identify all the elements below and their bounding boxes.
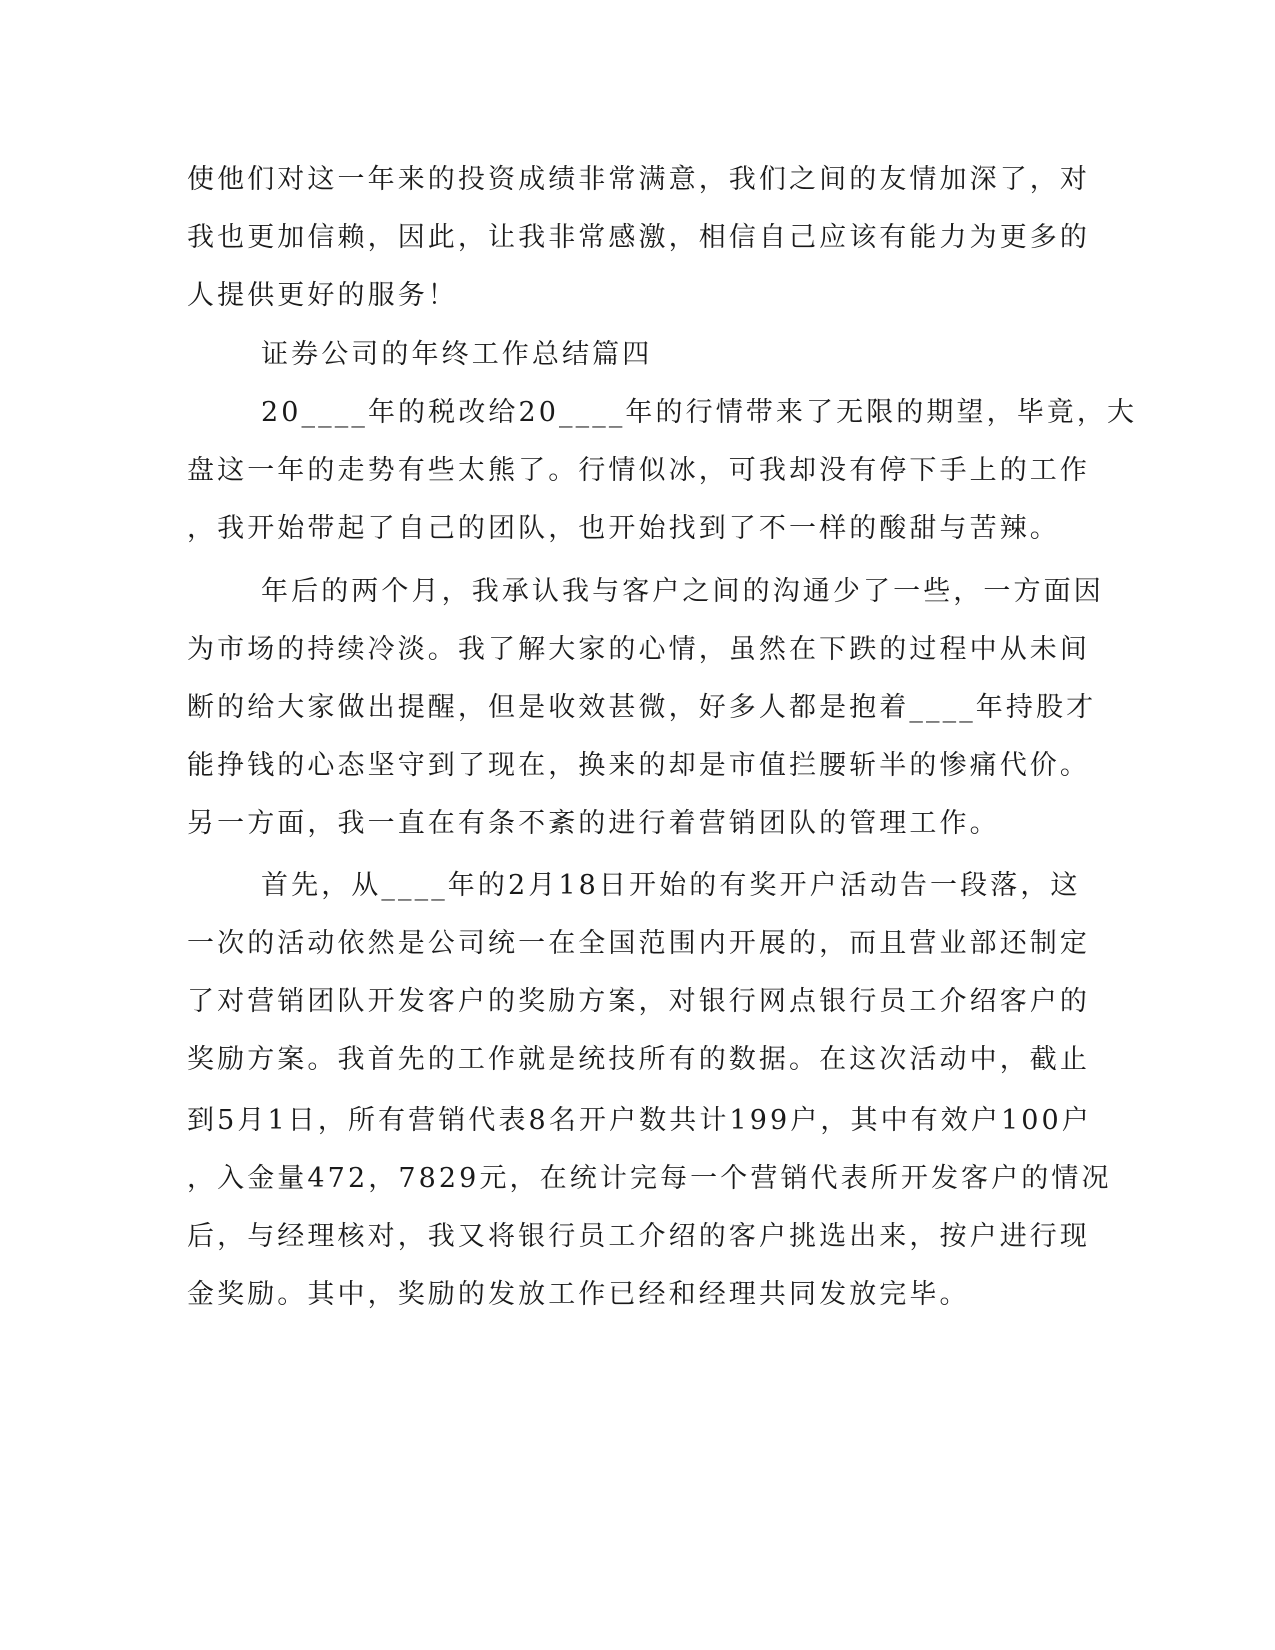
body-text-line: 首先，从____年的2月18日开始的有奖开户活动告一段落，这 xyxy=(261,870,1081,901)
body-text-line: ，入金量472，7829元，在统计完每一个营销代表所开发客户的情况 xyxy=(187,1163,1112,1194)
body-text-line: 使他们对这一年来的投资成绩非常满意，我们之间的友情加深了，对 xyxy=(187,164,1090,195)
body-text-line: 另一方面，我一直在有条不紊的进行着营销团队的管理工作。 xyxy=(187,808,1000,839)
body-text-line: 人提供更好的服务！ xyxy=(187,280,458,311)
body-text-line: 为市场的持续冷淡。我了解大家的心情，虽然在下跌的过程中从未间 xyxy=(187,634,1090,665)
body-text-line: 奖励方案。我首先的工作就是统技所有的数据。在这次活动中，截止 xyxy=(187,1044,1090,1075)
body-text-line: 能挣钱的心态坚守到了现在，换来的却是市值拦腰斩半的惨痛代价。 xyxy=(187,750,1090,781)
body-text-line: 了对营销团队开发客户的奖励方案，对银行网点银行员工介绍客户的 xyxy=(187,986,1090,1017)
body-text-line: 金奖励。其中，奖励的发放工作已经和经理共同发放完毕。 xyxy=(187,1279,970,1310)
body-text-line: 我也更加信赖，因此，让我非常感激，相信自己应该有能力为更多的 xyxy=(187,222,1090,253)
body-text-line: 年后的两个月，我承认我与客户之间的沟通少了一些，一方面因 xyxy=(261,576,1104,607)
body-text-line: 盘这一年的走势有些太熊了。行情似冰，可我却没有停下手上的工作 xyxy=(187,455,1090,486)
body-text-line: 后，与经理核对，我又将银行员工介绍的客户挑选出来，按户进行现 xyxy=(187,1221,1090,1252)
body-text-line: ，我开始带起了自己的团队，也开始找到了不一样的酸甜与苦辣。 xyxy=(187,513,1060,544)
body-text-line: 断的给大家做出提醒，但是收效甚微，好多人都是抱着____年持股才 xyxy=(187,692,1097,723)
section-heading: 证券公司的年终工作总结篇四 xyxy=(261,339,653,370)
body-text-line: 20____年的税改给20____年的行情带来了无限的期望，毕竟，大 xyxy=(261,397,1138,428)
body-text-line: 到5月1日，所有营销代表8名开户数共计199户，其中有效户100户 xyxy=(187,1105,1092,1136)
body-text-line: 一次的活动依然是公司统一在全国范围内开展的，而且营业部还制定 xyxy=(187,928,1090,959)
